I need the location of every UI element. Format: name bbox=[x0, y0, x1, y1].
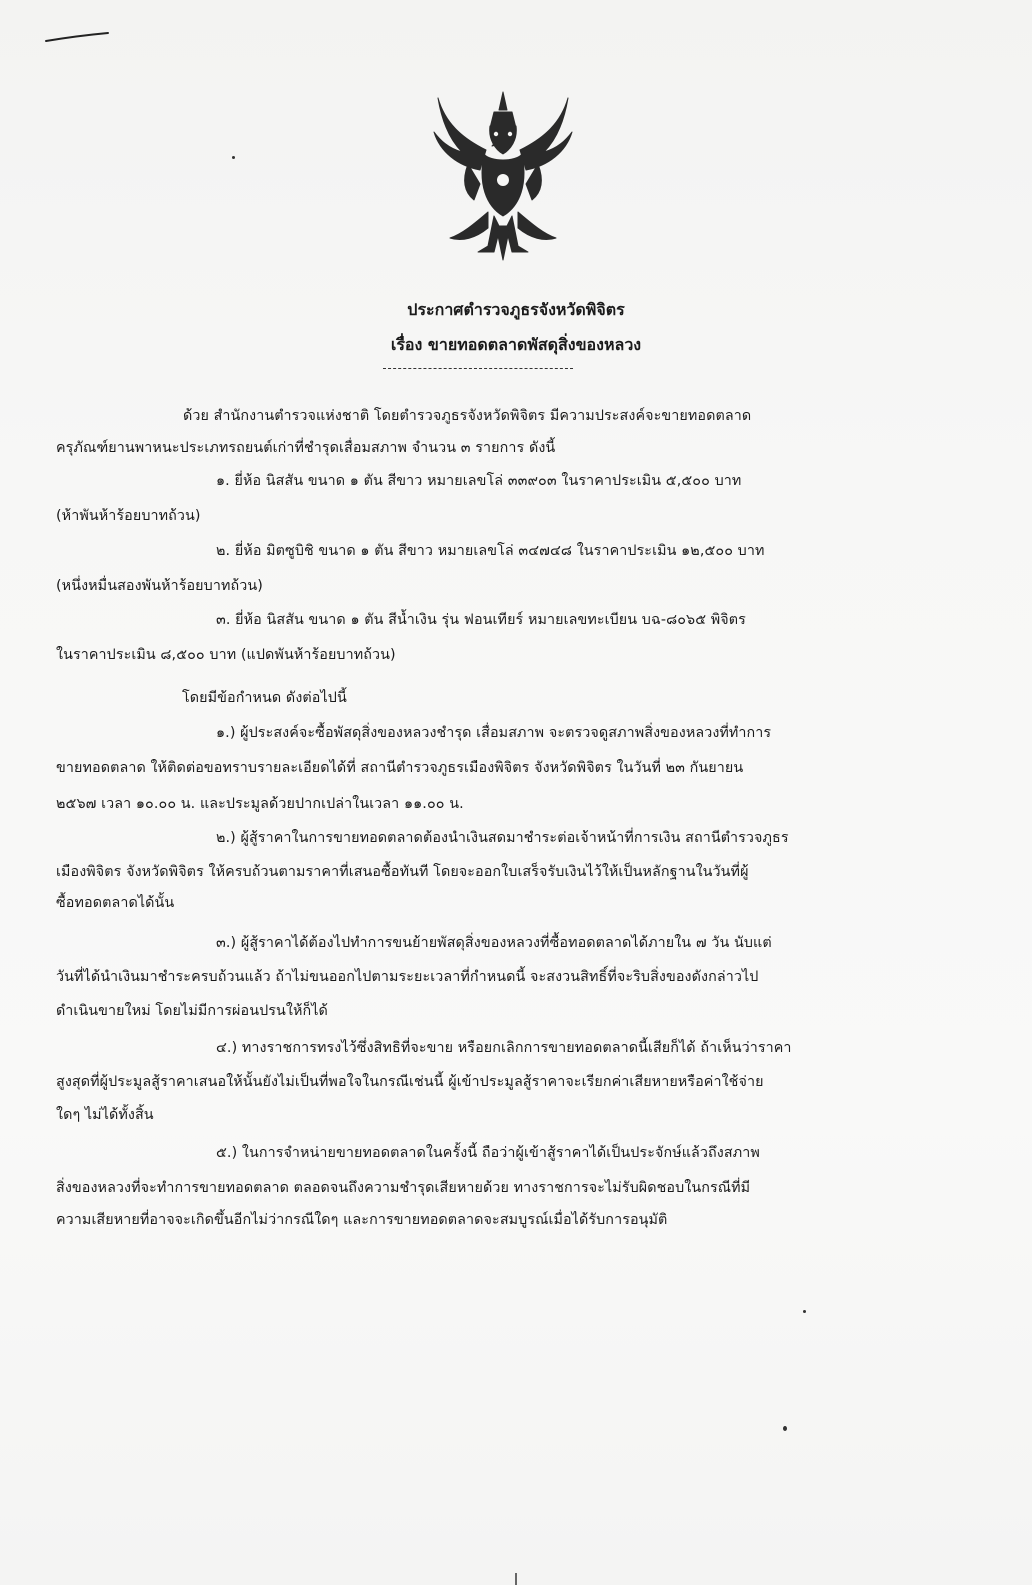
condition-line: ขายทอดตลาด ให้ติดต่อขอทราบรายละเอียดได้ที่ สถานีตำรวจภูธรเมืองพิจิตร จังหวัดพิจิตร ในวันที่ ๒๓ กันยายน bbox=[56, 760, 744, 776]
footer-mark bbox=[515, 1573, 517, 1585]
condition-line: เมืองพิจิตร จังหวัดพิจิตร ให้ครบถ้วนตามราคาที่เสนอซื้อทันที โดยจะออกใบเสร็จรับเงินไว้ให้เป็นหลักฐานในวันที่ผู้ bbox=[56, 864, 749, 880]
condition-line: ๔.) ทางราชการทรงไว้ซึ่งสิทธิที่จะขาย หรือยกเลิกการขายทอดตลาดนี้เสียก็ได้ ถ้าเห็นว่าราคา bbox=[216, 1040, 792, 1056]
pen-stroke-mark bbox=[44, 30, 110, 44]
conditions-intro: โดยมีข้อกำหนด ดังต่อไปนี้ bbox=[182, 690, 347, 706]
announcement-subject: เรื่อง ขายทอดตลาดพัสดุสิ่งของหลวง bbox=[390, 335, 642, 354]
condition-line: ๕.) ในการจำหน่ายขายทอดตลาดในครั้งนี้ ถือว่าผู้เข้าสู้ราคาได้เป็นประจักษ์แล้วถึงสภาพ bbox=[216, 1145, 760, 1161]
announcement-title: ประกาศตำรวจภูธรจังหวัดพิจิตร bbox=[407, 300, 625, 319]
condition-line: ดำเนินขายใหม่ โดยไม่มีการผ่อนปรนให้ก็ได้ bbox=[56, 1003, 328, 1019]
garuda-emblem bbox=[428, 88, 578, 264]
intro-line: ด้วย สำนักงานตำรวจแห่งชาติ โดยตำรวจภูธรจังหวัดพิจิตร มีความประสงค์จะขายทอดตลาด bbox=[183, 408, 752, 424]
speck bbox=[783, 1426, 787, 1431]
item-line: (หนึ่งหมื่นสองพันห้าร้อยบาทถ้วน) bbox=[56, 578, 263, 594]
item-line: (ห้าพันห้าร้อยบาทถ้วน) bbox=[56, 508, 201, 524]
condition-line: สิ่งของหลวงที่จะทำการขายทอดตลาด ตลอดจนถึงความชำรุดเสียหายด้วย ทางราชการจะไม่รับผิดชอบในกรณีที่มี bbox=[56, 1180, 751, 1196]
item-line: ๓. ยี่ห้อ นิสสัน ขนาด ๑ ตัน สีน้ำเงิน รุ่น ฟอนเทียร์ หมายเลขทะเบียน บฉ-๘๐๖๕ พิจิตร bbox=[216, 612, 746, 628]
condition-line: ๒๕๖๗ เวลา ๑๐.๐๐ น. และประมูลด้วยปากเปล่าในเวลา ๑๑.๐๐ น. bbox=[56, 796, 464, 812]
condition-line: ๓.) ผู้สู้ราคาได้ต้องไปทำการขนย้ายพัสดุสิ่งของหลวงที่ซื้อทอดตลาดได้ภายใน ๗ วัน นับแต่ bbox=[216, 935, 772, 951]
condition-line: สูงสุดที่ผู้ประมูลสู้ราคาเสนอให้นั้นยังไม่เป็นที่พอใจในกรณีเช่นนี้ ผู้เข้าประมูลสู้ราคาจะเรียกค่าเสียหายหรือค่าใช้จ่าย bbox=[56, 1074, 764, 1090]
condition-line: ความเสียหายที่อาจจะเกิดขึ้นอีกไม่ว่ากรณีใดๆ และการขายทอดตลาดจะสมบูรณ์เมื่อได้รับการอนุมัติ bbox=[56, 1212, 668, 1228]
intro-line: ครุภัณฑ์ยานพาหนะประเภทรถยนต์เก่าที่ชำรุดเสื่อมสภาพ จำนวน ๓ รายการ ดังนี้ bbox=[56, 440, 556, 456]
title-divider bbox=[383, 368, 573, 369]
condition-line: ๑.) ผู้ประสงค์จะซื้อพัสดุสิ่งของหลวงชำรุด เสื่อมสภาพ จะตรวจดูสภาพสิ่งของหลวงที่ทำการ bbox=[216, 725, 772, 741]
condition-line: ๒.) ผู้สู้ราคาในการขายทอดตลาดต้องนำเงินสดมาชำระต่อเจ้าหน้าที่การเงิน สถานีตำรวจภูธร bbox=[216, 830, 789, 846]
item-line: ในราคาประเมิน ๘,๕๐๐ บาท (แปดพันห้าร้อยบาทถ้วน) bbox=[56, 647, 396, 663]
item-line: ๒. ยี่ห้อ มิตซูบิชิ ขนาด ๑ ตัน สีขาว หมายเลขโล่ ๓๔๗๔๘ ในราคาประเมิน ๑๒,๕๐๐ บาท bbox=[216, 543, 765, 559]
speck bbox=[232, 156, 235, 159]
condition-line: ใดๆ ไม่ได้ทั้งสิ้น bbox=[56, 1107, 154, 1123]
condition-line: วันที่ได้นำเงินมาชำระครบถ้วนแล้ว ถ้าไม่ขนออกไปตามระยะเวลาที่กำหนดนี้ จะสงวนสิทธิ์ที่จะริบสิ่งของดังกล่าวไป bbox=[56, 969, 759, 985]
item-line: ๑. ยี่ห้อ นิสสัน ขนาด ๑ ตัน สีขาว หมายเลขโล่ ๓๓๙๐๓ ในราคาประเมิน ๕,๕๐๐ บาท bbox=[216, 473, 742, 489]
speck bbox=[803, 1310, 806, 1313]
condition-line: ซื้อทอดตลาดได้นั้น bbox=[56, 895, 175, 911]
